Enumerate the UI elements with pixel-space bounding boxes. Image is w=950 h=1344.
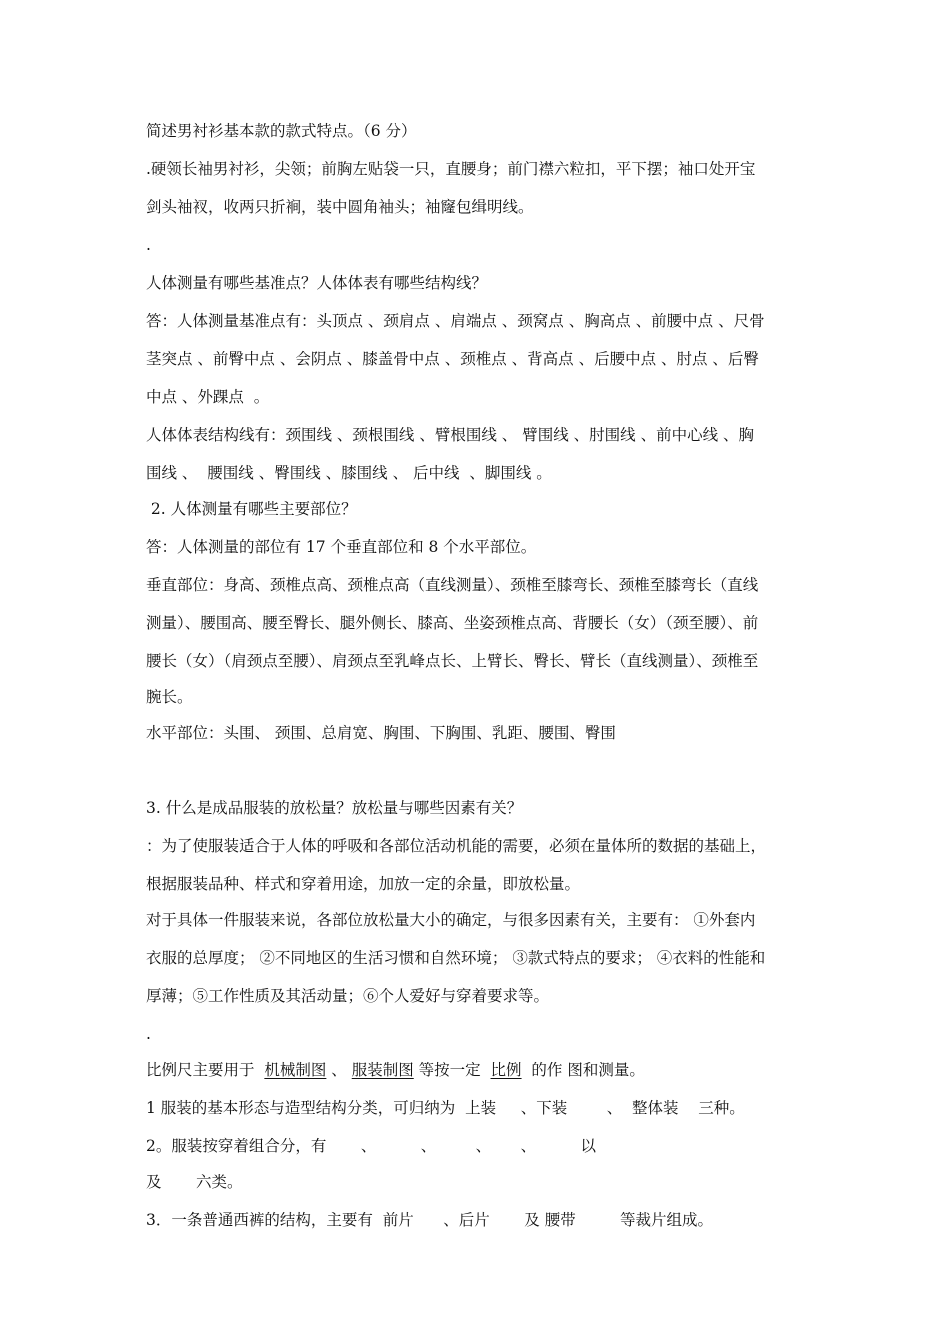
text-segment: 、 <box>326 1061 352 1079</box>
answer-line: 腕长。 <box>146 688 193 706</box>
answer-line: 腰长（女）（肩颈点至腰）、肩颈点至乳峰点长、上臂长、臀长、臂长（直线测量）、颈椎至 <box>146 652 759 670</box>
fill-blank-scale <box>146 1060 645 1080</box>
question-main-parts: 2. 人体测量有哪些主要部位？ <box>146 500 357 518</box>
answer-line: 答：人体测量基准点有：头顶点 、颈肩点 、肩端点 、颈窝点 、胸高点 、前腰中点 、尺骨 <box>146 312 765 330</box>
answer-line: 剑头袖衩，收两只折裥，装中圆角袖头；袖窿包缉明线。 <box>146 198 534 216</box>
answer-line: 水平部位：头围、 颈围、总肩宽、胸围、下胸围、乳距、腰围、臀围 <box>146 724 616 742</box>
fill-blank-line: 1 服装的基本形态与造型结构分类，可归纳为 上装 、下装 、 整体装 三种。 <box>146 1099 745 1117</box>
filled-blank: 机械制图 <box>264 1061 327 1079</box>
answer-line: 中点 、外踝点 。 <box>146 388 270 406</box>
answer-line: 人体体表结构线有：颈围线 、颈根围线 、臂根围线 、 臂围线 、肘围线 、前中心线 、胸 <box>146 426 754 444</box>
answer-line: .硬领长袖男衬衫，尖领；前胸左贴袋一只，直腰身；前门襟六粒扣，平下摆；袖口处开宝 <box>146 160 756 178</box>
answer-line: 衣服的总厚度； ②不同地区的生活习惯和自然环境； ③款式特点的要求； ④衣料的性能和 <box>146 949 766 967</box>
answer-line: 茎突点 、前臀中点 、会阴点 、膝盖骨中点 、颈椎点 、背高点 、后腰中点 、肘点 、后臀 <box>146 350 759 368</box>
answer-line: ：为了使服装适合于人体的呼吸和各部位活动机能的需要，必须在量体所的数据的基础上， <box>146 837 767 855</box>
fill-blank-line: 2。服装按穿着组合分，有 、 、 、 、 以 <box>146 1137 597 1155</box>
question-shirt-style: 简述男衬衫基本款的款式特点。（6 分） <box>146 122 417 140</box>
answer-line: 围线 、 腰围线 、臀围线 、膝围线 、 后中线 、脚围线 。 <box>146 464 552 482</box>
answer-line: 厚薄；⑤工作性质及其活动量；⑥个人爱好与穿着要求等。 <box>146 987 550 1005</box>
answer-line: 垂直部位：身高、颈椎点高、颈椎点高（直线测量）、颈椎至膝弯长、颈椎至膝弯长（直线 <box>146 576 759 594</box>
fill-blank-line: 3．一条普通西裤的结构，主要有 前片 、后片 及 腰带 等裁片组成。 <box>146 1211 714 1229</box>
answer-line: 对于具体一件服装来说，各部位放松量大小的确定，与很多因素有关，主要有： ①外套内 <box>146 911 756 929</box>
separator-dot: . <box>146 236 151 254</box>
question-body-measurement: 人体测量有哪些基准点？人体体表有哪些结构线？ <box>146 274 488 292</box>
text-segment: 的作 图和测量。 <box>521 1061 645 1079</box>
filled-blank: 服装制图 <box>351 1061 414 1079</box>
fill-blank-line: 及 六类。 <box>146 1173 243 1191</box>
filled-blank: 比例 <box>490 1061 522 1079</box>
answer-line: 测量）、腰围高、腰至臀长、腿外侧长、膝高、坐姿颈椎点高、背腰长（女）（颈至腰）、前 <box>146 614 759 632</box>
text-segment: 等按一定 <box>413 1061 491 1079</box>
answer-line: 根据服装品种、样式和穿着用途，加放一定的余量，即放松量。 <box>146 875 581 893</box>
separator-dot: . <box>146 1025 151 1043</box>
question-ease-allowance: 3. 什么是成品服装的放松量？放松量与哪些因素有关？ <box>146 799 523 817</box>
answer-line: 答：人体测量的部位有 17 个垂直部位和 8 个水平部位。 <box>146 538 537 556</box>
text-segment: 比例尺主要用于 <box>146 1061 265 1079</box>
